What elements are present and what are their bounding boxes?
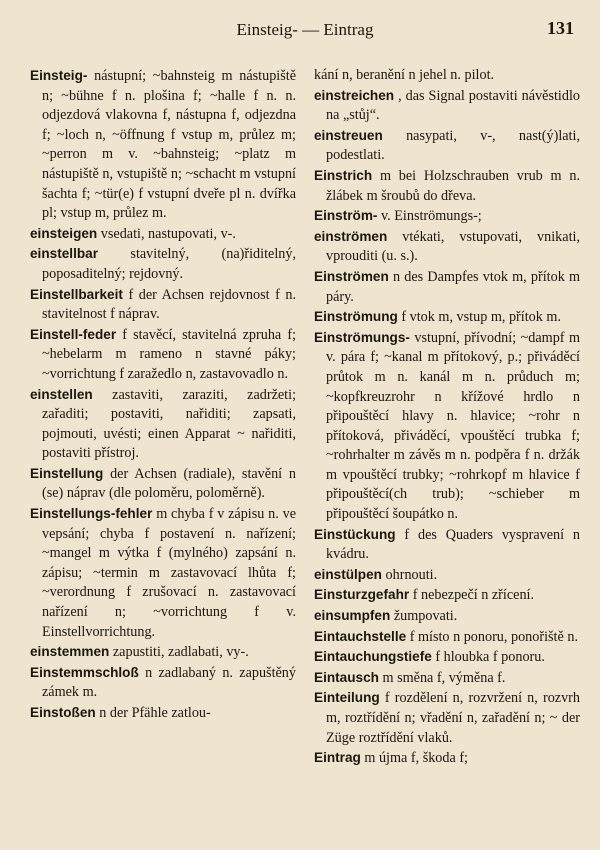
entry-headword: einstreichen: [314, 87, 395, 103]
dictionary-entry: [30, 703, 296, 724]
dictionary-entry: [30, 663, 296, 703]
entry-definition: v. Einströmungs-;: [381, 208, 482, 225]
entry-definition: n zadlabaný n. zapuštěný zámek m.: [42, 664, 296, 701]
entry-headword: Einstellung: [30, 465, 104, 481]
dictionary-entry: [314, 206, 580, 227]
entry-headword: Einsturzgefahr: [314, 587, 410, 603]
dictionary-entry: [314, 688, 580, 748]
entry-definition: ohrnouti.: [385, 566, 438, 583]
dictionary-entry: [314, 126, 580, 166]
dictionary-entry: [314, 748, 580, 769]
entry-definition: žumpovati.: [393, 608, 458, 625]
entry-headword: Eintausch: [314, 669, 379, 685]
entry-headword: Einströmung: [314, 309, 398, 325]
page-number: 131: [547, 18, 574, 38]
dictionary-entry: [30, 325, 296, 385]
entry-headword: Einstückung: [314, 526, 396, 542]
entry-definition: f rozdělení n, rozvržení n, rozvrh m, roztřídění n; vřadění n, zařadění n; ~ der Züge roztřídění vlaků.: [326, 690, 580, 746]
entry-definition: kání n, beranění n jehel n. pilot.: [314, 67, 495, 83]
dictionary-entry: [314, 647, 580, 668]
entry-definition: vtékati, vstupovati, vnikati, vprouditi (u. s.).: [326, 228, 580, 265]
dictionary-entry: [314, 627, 580, 648]
dictionary-entry: [314, 86, 580, 126]
page-header: [30, 14, 580, 44]
dictionary-entry: [30, 642, 296, 663]
dictionary-entry: [30, 224, 296, 245]
entry-headword: Eintauchungstiefe: [314, 649, 432, 665]
entry-definition: f místo n ponoru, ponořiště n.: [409, 628, 578, 645]
entry-headword: Eintauchstelle: [314, 628, 407, 644]
entry-definition: , das Signal postaviti návěstidlo na „stůj“.: [326, 87, 580, 124]
columns: [30, 66, 580, 769]
entry-definition: nasypati, v-, nast(ý)lati, podestlati.: [326, 127, 580, 164]
left-column: [30, 66, 296, 769]
entry-definition: m chyba f v zápisu n. ve vepsání; chyba f postavení n. nařízení; ~mangel m výtka f (mylného) zapsání n. zápisu; ~termin m zastavovací lhůta f; ~verordnung f zrušovací n. zastavovací nařízení n; ~vorrichtung f v. Einstellvorrichtung.: [42, 506, 297, 640]
entry-definition: n des Dampfes vtok m, přítok m páry.: [326, 268, 581, 305]
dictionary-entry: [314, 606, 580, 627]
dictionary-entry: [314, 66, 580, 86]
entry-definition: f hloubka f ponoru.: [435, 649, 545, 666]
dictionary-entry: [30, 66, 296, 224]
dictionary-entry: [314, 307, 580, 328]
entry-definition: f nebezpečí n zřícení.: [412, 587, 535, 604]
entry-headword: Einströmungs-: [314, 329, 410, 345]
dictionary-entry: [30, 285, 296, 325]
entry-definition: zapustiti, zadlabati, vy-.: [112, 644, 249, 661]
dictionary-entry: [314, 227, 580, 267]
entry-headword: einstemmen: [30, 644, 110, 660]
entry-headword: einsteigen: [30, 225, 98, 241]
entry-headword: einstellbar: [30, 246, 98, 262]
dictionary-entry: [314, 328, 580, 525]
dictionary-entry: [314, 166, 580, 206]
right-column: [314, 66, 580, 769]
entry-definition: der Achsen (radiale), stavění n (se) náprav (dle poloměru, poloměrně).: [42, 465, 296, 502]
entry-definition: stavitelný, (na)řiditelný, poposaditelný; rejdovný.: [42, 246, 297, 282]
entry-definition: m bei Holzschrauben vrub m n. žlábek m šroubů do dřeva.: [326, 167, 580, 204]
entry-headword: Einsteig-: [30, 68, 88, 83]
entry-definition: nástupní; ~bahnsteig m nástupiště n; ~bühne f n. plošina f; ~halle f n. n. odjezdová vlakovna f, nástupna f, odjezdna f; ~loch n, ~öffnung f vstup m, průlez m; ~perron m v. ~bahnsteig; ~platz m nástupiště n, vstupiště n; ~schacht m vstupní šachta f; ~tür(e) f vstupní dveře pl n. dvířka pl; vstup m, průlez m.: [42, 68, 296, 222]
dictionary-entry: [314, 565, 580, 586]
entry-definition: f stavěcí, stavitelná zpruha f; ~hebelarm m rameno n stavné páky; ~vorrichtung f zaražedlo n, zastavovadlo n.: [42, 326, 297, 382]
entry-definition: f vtok m, vstup m, přítok m.: [401, 309, 561, 326]
dictionary-entry: [30, 504, 296, 642]
entry-headword: Einteilung: [314, 690, 380, 706]
entry-definition: vstupní, přívodní; ~dampf m v. pára f; ~kanal m přítokový, p.; přiváděcí průtok m n. kanál m n. průduch m; ~kopfkreuzrohr n křížové hrdlo n připouštěcí hlavy n. hlavice; ~rohr n přítoková, přiváděcí, vpouštěcí trubka f; ~rohrhalter m závěs m n. podpěra f n. držák m vpouštěcí trubky; ~rohrkopf m hlavice f připouštěcí(ch trub); ~schieber m připouštěcí šoupátko n.: [326, 329, 581, 523]
entry-headword: einstreuen: [314, 127, 383, 143]
entry-headword: einstülpen: [314, 566, 382, 582]
dictionary-entry: [30, 385, 296, 464]
entry-definition: m újma f, škoda f;: [364, 750, 469, 767]
entry-headword: einstellen: [30, 386, 93, 402]
entry-headword: Einstrich: [314, 167, 373, 183]
dictionary-entry: [30, 244, 296, 284]
entry-definition: vsedati, nastupovati, v-.: [100, 225, 236, 242]
entry-definition: m směna f, výměna f.: [382, 669, 506, 686]
dictionary-entry: [30, 464, 296, 504]
entry-headword: einsumpfen: [314, 608, 391, 624]
dictionary-entry: [314, 585, 580, 606]
entry-headword: Einstoßen: [30, 705, 96, 720]
dictionary-entry: [314, 267, 580, 307]
entry-definition: n der Pfähle zatlou-: [99, 705, 211, 721]
entry-headword: Einstemmschloß: [30, 664, 139, 680]
entry-headword: Einstell-feder: [30, 326, 117, 342]
entry-headword: Einstellbarkeit: [30, 286, 123, 302]
dictionary-entry: [314, 668, 580, 689]
dictionary-entry: [314, 525, 580, 565]
entry-headword: Einstellungs-fehler: [30, 506, 153, 522]
entry-headword: Einströmen: [314, 268, 389, 284]
entry-definition: zastaviti, zaraziti, zadržeti; zařaditi; postaviti, nařiditi; zapsati, pojmouti, uvésti; einen Apparat ~ nařiditi, postaviti přístroj.: [42, 386, 297, 462]
entry-headword: einströmen: [314, 228, 388, 244]
entry-definition: f des Quaders vyspravení n kvádru.: [326, 526, 581, 563]
running-title: Einsteig- — Eintrag: [236, 20, 374, 39]
entry-headword: Einström-: [314, 208, 378, 224]
entry-headword: Eintrag: [314, 750, 361, 766]
entry-definition: f der Achsen rejdovnost f n. stavitelnost f náprav.: [42, 286, 296, 323]
